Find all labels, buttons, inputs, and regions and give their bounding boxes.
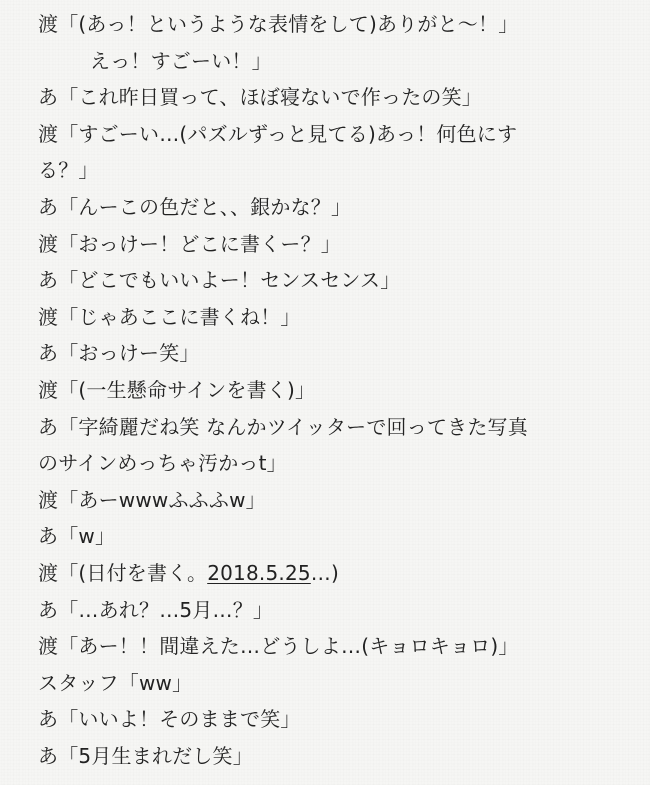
text-line-20: あ「いいよ！そのままで笑」 <box>38 707 301 732</box>
memo-text <box>38 6 618 774</box>
text-line-13: のサインめっちゃ汚かっt」 <box>38 451 287 476</box>
text-line-19: スタッフ「ww」 <box>38 670 193 695</box>
text-line-16-tail: …) <box>310 560 339 585</box>
text-line-14: 渡「あーwwwふふふw」 <box>38 487 266 512</box>
text-line-4: 渡「すごーい…(パズルずっと見てる)あっ！何色にす <box>38 121 518 146</box>
text-line-16 <box>38 555 618 592</box>
text-line-6: あ「んーこの色だと、、銀かな？」 <box>38 194 352 219</box>
text-line-8: あ「どこでもいいよー！センスセンス」 <box>38 268 401 293</box>
text-line-2: えっ！すごーい！」 <box>90 48 272 73</box>
written-date: 2018.5.25 <box>207 560 311 585</box>
text-line-15: あ「w」 <box>38 524 116 549</box>
text-line-17: あ「…あれ？…5月…？」 <box>38 597 274 622</box>
text-line-1: 渡「(あっ！というような表情をして)ありがと〜！」 <box>38 12 519 36</box>
text-line-18: 渡「あー！！間違えた…どうしよ…(キョロキョロ)」 <box>38 634 519 659</box>
text-line-12: あ「字綺麗だね笑 なんかツイッターで回ってきた写真 <box>38 414 528 439</box>
text-line-9: 渡「じゃあここに書くね！」 <box>38 304 301 329</box>
text-line-5: る？」 <box>38 158 99 183</box>
text-line-3: あ「これ昨日買って、ほぼ寝ないで作ったの笑」 <box>38 85 482 110</box>
text-line-7: 渡「おっけー！どこに書くー？」 <box>38 231 341 256</box>
text-line-16-lead: 渡「(日付を書く。 <box>38 560 208 585</box>
text-line-11: 渡「(一生懸命サインを書く)」 <box>38 377 316 402</box>
text-line-10: あ「おっけー笑」 <box>38 341 200 366</box>
text-line-21: あ「5月生まれだし笑」 <box>38 743 253 768</box>
